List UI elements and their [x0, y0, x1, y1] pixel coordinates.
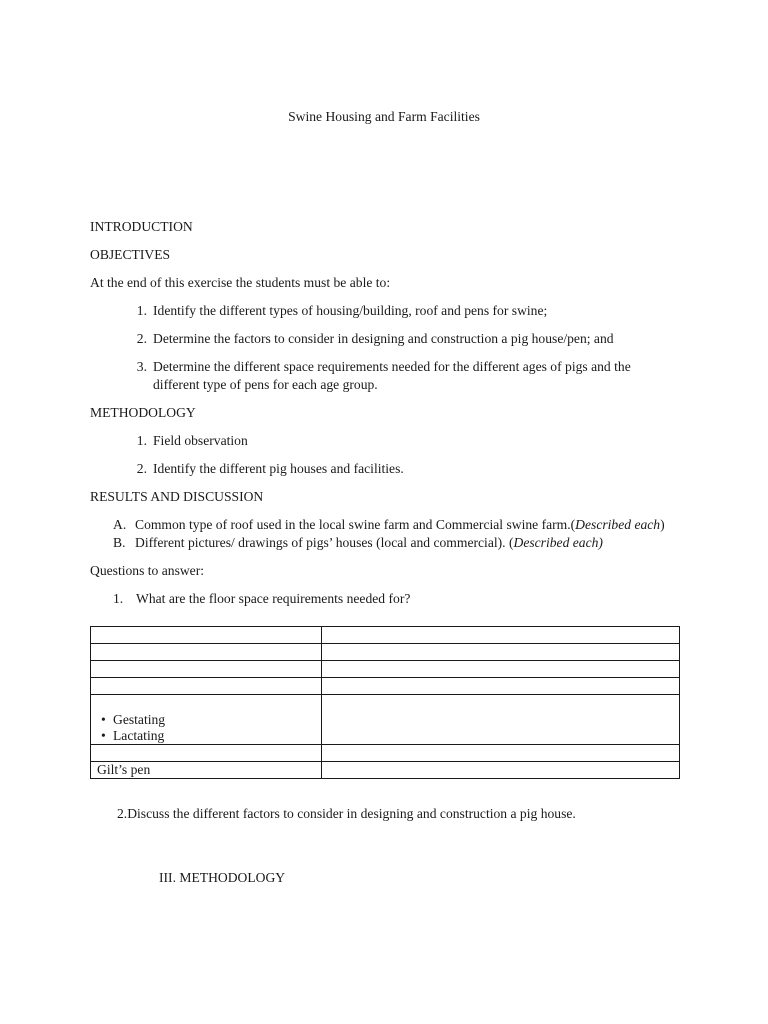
list-item-number: 2. — [136, 331, 147, 346]
list-item-number: 3. — [136, 359, 147, 374]
list-item-text: Identify the different types of housing/building, roof and pens for swine; — [153, 303, 548, 318]
list-item-text: Determine the factors to consider in designing and construction a pig house/pen; and — [153, 331, 614, 346]
methodology-heading: METHODOLOGY — [90, 405, 196, 420]
table-cell — [322, 678, 680, 695]
list-item-text-plain: Common type of roof used in the local swine farm and Commercial swine farm.( — [135, 517, 576, 532]
bullet-item — [97, 712, 321, 728]
list-item-text — [135, 534, 603, 552]
list-item-number: 1. — [136, 433, 147, 448]
list-item-text-tail: ) — [660, 517, 665, 532]
question-2-text: 2.Discuss the different factors to consider in designing and construction a pig house. — [117, 806, 576, 821]
list-item-text: Determine the different space requirements needed for the different ages of pigs and the — [153, 359, 631, 374]
table-cell — [91, 678, 322, 695]
table-cell — [322, 762, 680, 779]
table-cell — [322, 695, 680, 745]
table-row — [91, 644, 680, 661]
table-row — [91, 745, 680, 762]
document-title: Swine Housing and Farm Facilities — [288, 109, 480, 124]
table-cell — [322, 745, 680, 762]
objectives-intro: At the end of this exercise the students must be able to: — [90, 275, 391, 290]
list-item-number: 1. — [136, 303, 147, 318]
question-text: What are the floor space requirements needed for? — [136, 591, 411, 606]
bullet-text: Lactating — [113, 728, 165, 743]
list-item-text-continued: different type of pens for each age group. — [153, 377, 378, 392]
list-item-text: Field observation — [153, 433, 248, 448]
table-cell — [91, 644, 322, 661]
table-cell — [322, 644, 680, 661]
bullet-icon: • — [101, 728, 106, 743]
introduction-heading: INTRODUCTION — [90, 219, 193, 234]
list-item-letter: A. — [113, 517, 127, 532]
table-cell — [91, 661, 322, 678]
objectives-heading: OBJECTIVES — [90, 247, 171, 262]
list-item-text — [135, 516, 665, 534]
list-item-text-italic: Described each — [575, 517, 661, 532]
list-item-text-italic: Described each) — [513, 535, 603, 550]
floor-space-table — [90, 626, 680, 779]
table-cell — [322, 627, 680, 644]
list-item-text-plain: Different pictures/ drawings of pigs’ houses (local and commercial). ( — [135, 535, 514, 550]
list-item-text: Identify the different pig houses and facilities. — [153, 461, 404, 476]
results-heading: RESULTS AND DISCUSSION — [90, 489, 264, 504]
bullet-text: Gestating — [113, 712, 166, 727]
question-number: 1. — [113, 591, 124, 606]
bullet-item — [97, 728, 321, 744]
list-item-number: 2. — [136, 461, 147, 476]
table-cell — [91, 627, 322, 644]
list-item-letter: B. — [113, 535, 126, 550]
table-row — [91, 695, 680, 745]
table-row — [91, 678, 680, 695]
table-cell: Gilt’s pen — [91, 762, 322, 779]
table-cell — [91, 745, 322, 762]
table-row — [91, 627, 680, 644]
table-cell — [322, 661, 680, 678]
questions-heading: Questions to answer: — [90, 563, 205, 578]
table-cell — [91, 695, 322, 745]
table-row — [91, 762, 680, 779]
table-row — [91, 661, 680, 678]
section-iii-heading: III. METHODOLOGY — [159, 870, 286, 885]
bullet-icon: • — [101, 712, 106, 727]
